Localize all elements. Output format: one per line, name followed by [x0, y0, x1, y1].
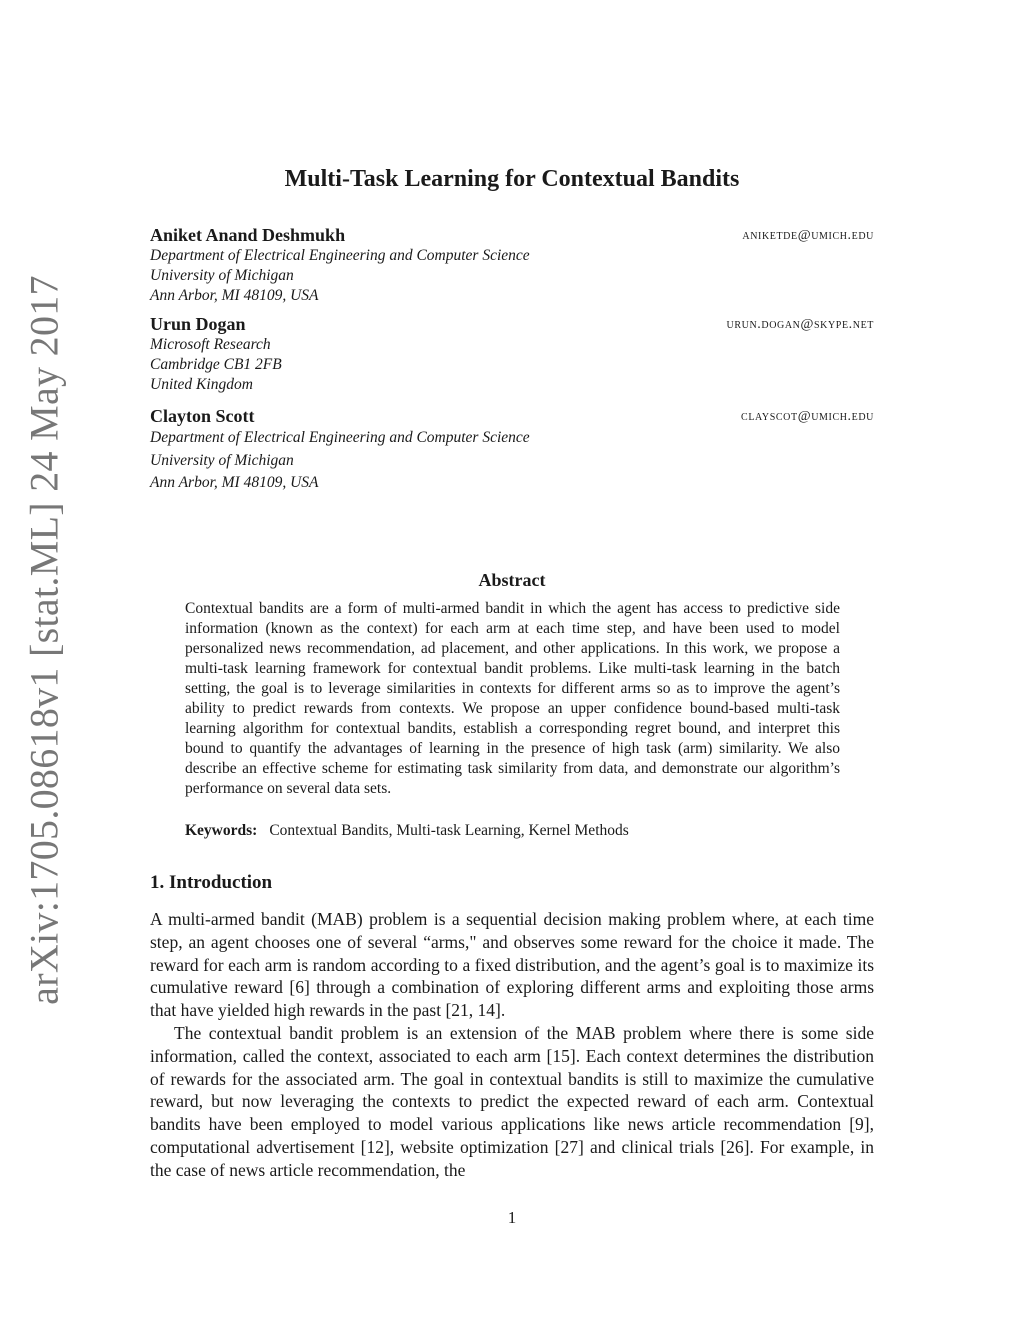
author-name: Aniket Anand Deshmukh	[150, 225, 346, 245]
author-block	[150, 406, 874, 495]
affiliation-line: Department of Electrical Engineering and Computer Science	[150, 247, 530, 264]
affiliation-line: Department of Electrical Engineering and Computer Science	[150, 429, 530, 446]
affiliation-line: Cambridge CB1 2FB	[150, 356, 282, 373]
body-paragraph: A multi-armed bandit (MAB) problem is a sequential decision making problem where, at each time step, an agent chooses one of several “arms," and observes some reward for the choice it made. The reward for each arm is random according to a fixed distribution, and the agent’s goal is to maximize its cumulative reward [6] through a combination of exploring different arms and exploiting those arms that have yielded high rewards in the past [21, 14].	[150, 909, 874, 1021]
section-heading: 1. Introduction	[150, 872, 273, 893]
author-name: Urun Dogan	[150, 314, 246, 334]
keywords-list: Contextual Bandits, Multi-task Learning, Kernel Methods	[269, 822, 629, 839]
body-paragraph: The contextual bandit problem is an extension of the MAB problem where there is some side information, called the context, associated to each arm [15]. Each context determines the distribution of rewards for the associated arm. The goal in contextual bandits is still to maximize the cumulative reward, but now leveraging the contexts to predict the expected reward of each arm. Contextual bandits have been employed to model various applications like news article recommendation [9], computational advertisement [12], website optimization [27] and clinical trials [26]. For example, in the case of news article recommendation, the	[150, 1023, 874, 1180]
paper-title: Multi-Task Learning for Contextual Bandits	[284, 166, 740, 192]
arxiv-id: arXiv:1705.08618v1 [stat.ML] 24 May 2017	[21, 275, 67, 1005]
author-email: aniketde@umich.edu	[742, 228, 874, 243]
affiliation-line: University of Michigan	[150, 267, 294, 284]
abstract-heading: Abstract	[478, 570, 546, 590]
author-block	[150, 225, 874, 306]
keywords-line	[185, 822, 840, 840]
affiliation-line: Ann Arbor, MI 48109, USA	[150, 287, 319, 304]
author-block	[150, 314, 874, 395]
affiliation-line: University of Michigan	[150, 451, 294, 469]
page-number: 1	[507, 1208, 517, 1227]
affiliation-line: United Kingdom	[150, 376, 253, 393]
author-email: urun.dogan@skype.net	[726, 317, 874, 332]
abstract-text: Contextual bandits are a form of multi-armed bandit in which the agent has access to predictive side information (known as the context) for each arm at each time step, and have been used to model personalized news recommendation, ad placement, and other applications. In this work, we propose a multi-task learning framework for contextual bandit problems. Like multi-task learning in the batch setting, the goal is to leverage similarities in contexts for different arms so as to improve the agent’s ability to predict rewards from contexts. We propose an upper confidence bound-based multi-task learning algorithm for contextual bandits, establish a corresponding regret bound, and interpret this bound to quantify the advantages of learning in the presence of high task (arm) similarity. We also describe an effective scheme for estimating task similarity from data, and demonstrate our algorithm’s performance on several data sets.	[185, 600, 840, 797]
author-name: Clayton Scott	[150, 406, 255, 426]
keywords-label: Keywords:	[185, 822, 258, 839]
author-email: clayscot@umich.edu	[741, 409, 874, 424]
affiliation-line: Ann Arbor, MI 48109, USA	[150, 474, 319, 491]
affiliation-line: Microsoft Research	[150, 336, 271, 353]
